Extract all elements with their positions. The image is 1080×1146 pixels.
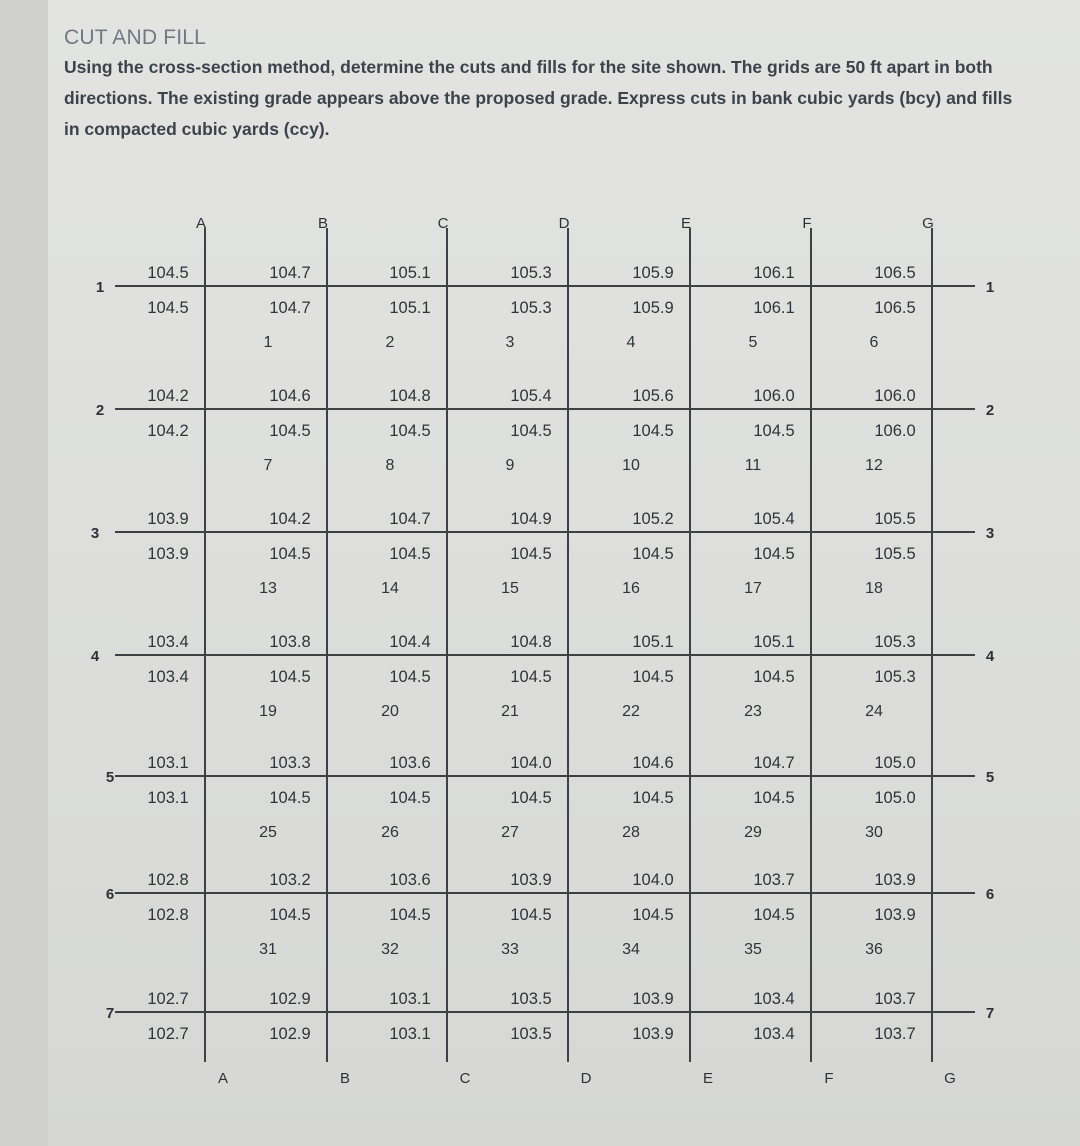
- column-label-bottom-B: B: [339, 1070, 351, 1087]
- proposed-elevation: 104.5: [753, 545, 795, 563]
- block-number: 36: [865, 941, 883, 958]
- existing-elevation: 103.6: [389, 754, 431, 772]
- existing-elevation: 103.8: [269, 633, 311, 651]
- existing-elevation: 105.2: [632, 510, 674, 528]
- existing-elevation: 104.5: [147, 264, 189, 282]
- proposed-elevation: 106.1: [753, 299, 795, 317]
- section-heading: CUT AND FILL: [64, 26, 207, 49]
- proposed-elevation: 104.5: [269, 906, 311, 924]
- existing-elevation: 105.5: [874, 510, 916, 528]
- proposed-elevation: 102.9: [269, 1025, 311, 1043]
- proposed-elevation: 104.5: [269, 545, 311, 563]
- block-number: 9: [505, 457, 515, 474]
- proposed-elevation: 103.1: [147, 789, 189, 807]
- existing-elevation: 103.9: [510, 871, 552, 889]
- proposed-elevation: 104.7: [269, 299, 311, 317]
- proposed-elevation: 102.8: [147, 906, 189, 924]
- existing-elevation: 104.4: [389, 633, 431, 651]
- existing-elevation: 103.1: [147, 754, 189, 772]
- existing-elevation: 106.0: [874, 387, 916, 405]
- existing-elevation: 106.0: [753, 387, 795, 405]
- existing-elevation: 103.4: [753, 990, 795, 1008]
- block-number: 2: [385, 334, 395, 351]
- block-number: 18: [865, 580, 883, 597]
- existing-elevation: 104.7: [269, 264, 311, 282]
- block-number: 31: [259, 941, 277, 958]
- block-number: 7: [263, 457, 273, 474]
- proposed-elevation: 104.5: [269, 668, 311, 686]
- proposed-elevation: 104.5: [147, 299, 189, 317]
- proposed-elevation: 104.5: [389, 668, 431, 686]
- row-label-right-2: 2: [985, 402, 995, 419]
- row-label-right-1: 1: [985, 279, 995, 296]
- existing-elevation: 105.1: [753, 633, 795, 651]
- proposed-elevation: 104.5: [753, 789, 795, 807]
- column-label-top-G: G: [922, 215, 934, 232]
- problem-instructions: Using the cross-section method, determine the cuts and fills for the site shown. The grids are 50 ft apart in both directions. The existing grade appears above the proposed grade. Express cuts in bank cubic yards (bcy) and fills in compacted cubic yards (ccy).: [64, 57, 1013, 139]
- block-number: 24: [865, 703, 883, 720]
- block-number: 17: [744, 580, 762, 597]
- existing-elevation: 106.5: [874, 264, 916, 282]
- row-label-right-4: 4: [985, 648, 995, 665]
- proposed-elevation: 104.5: [389, 906, 431, 924]
- column-label-top-C: C: [437, 215, 449, 232]
- existing-elevation: 102.9: [269, 990, 311, 1008]
- block-number: 25: [259, 824, 277, 841]
- existing-elevation: 104.2: [147, 387, 189, 405]
- column-label-top-E: E: [680, 215, 692, 232]
- column-label-top-A: A: [195, 215, 207, 232]
- block-number: 5: [748, 334, 758, 351]
- block-number: 8: [385, 457, 395, 474]
- proposed-elevation: 103.9: [147, 545, 189, 563]
- existing-elevation: 105.0: [874, 754, 916, 772]
- existing-elevation: 103.9: [147, 510, 189, 528]
- block-number: 14: [381, 580, 399, 597]
- block-number: 35: [744, 941, 762, 958]
- existing-elevation: 103.4: [147, 633, 189, 651]
- existing-elevation: 104.7: [389, 510, 431, 528]
- proposed-elevation: 104.5: [632, 668, 674, 686]
- block-number: 6: [869, 334, 879, 351]
- proposed-elevation: 104.5: [510, 422, 552, 440]
- block-number: 13: [259, 580, 277, 597]
- existing-elevation: 104.7: [753, 754, 795, 772]
- proposed-elevation: 103.1: [389, 1025, 431, 1043]
- block-number: 34: [622, 941, 640, 958]
- row-label-left-2: 2: [95, 402, 105, 419]
- proposed-elevation: 104.5: [269, 422, 311, 440]
- block-number: 3: [505, 334, 515, 351]
- proposed-elevation: 104.5: [632, 422, 674, 440]
- block-number: 12: [865, 457, 883, 474]
- existing-elevation: 106.1: [753, 264, 795, 282]
- proposed-elevation: 103.9: [632, 1025, 674, 1043]
- proposed-elevation: 104.5: [510, 668, 552, 686]
- existing-elevation: 103.9: [874, 871, 916, 889]
- proposed-elevation: 104.5: [632, 789, 674, 807]
- row-label-left-4: 4: [90, 648, 100, 665]
- block-number: 4: [626, 334, 636, 351]
- column-label-bottom-E: E: [702, 1070, 714, 1087]
- existing-elevation: 105.1: [632, 633, 674, 651]
- column-label-bottom-G: G: [944, 1070, 956, 1087]
- proposed-elevation: 104.5: [753, 668, 795, 686]
- existing-elevation: 102.8: [147, 871, 189, 889]
- block-number: 1: [263, 334, 273, 351]
- block-number: 28: [622, 824, 640, 841]
- existing-elevation: 103.5: [510, 990, 552, 1008]
- proposed-elevation: 104.5: [510, 789, 552, 807]
- block-number: 33: [501, 941, 519, 958]
- proposed-elevation: 104.5: [510, 906, 552, 924]
- block-number: 30: [865, 824, 883, 841]
- existing-elevation: 102.7: [147, 990, 189, 1008]
- block-number: 20: [381, 703, 399, 720]
- existing-elevation: 103.7: [753, 871, 795, 889]
- row-label-left-1: 1: [95, 279, 105, 296]
- proposed-elevation: 104.5: [389, 789, 431, 807]
- proposed-elevation: 106.5: [874, 299, 916, 317]
- existing-elevation: 104.9: [510, 510, 552, 528]
- column-label-top-D: D: [558, 215, 570, 232]
- existing-elevation: 105.3: [510, 264, 552, 282]
- row-label-left-5: 5: [105, 769, 115, 786]
- proposed-elevation: 104.5: [389, 545, 431, 563]
- existing-elevation: 104.8: [510, 633, 552, 651]
- row-label-right-6: 6: [985, 886, 995, 903]
- block-number: 11: [744, 457, 762, 474]
- existing-elevation: 103.2: [269, 871, 311, 889]
- block-number: 26: [381, 824, 399, 841]
- existing-elevation: 104.6: [269, 387, 311, 405]
- existing-elevation: 104.0: [632, 871, 674, 889]
- row-label-left-6: 6: [105, 886, 115, 903]
- proposed-elevation: 104.5: [510, 545, 552, 563]
- existing-elevation: 103.3: [269, 754, 311, 772]
- existing-elevation: 104.6: [632, 754, 674, 772]
- existing-elevation: 103.1: [389, 990, 431, 1008]
- existing-elevation: 104.8: [389, 387, 431, 405]
- block-number: 32: [381, 941, 399, 958]
- block-number: 23: [744, 703, 762, 720]
- block-number: 22: [622, 703, 640, 720]
- proposed-elevation: 105.3: [874, 668, 916, 686]
- existing-elevation: 103.7: [874, 990, 916, 1008]
- existing-elevation: 105.9: [632, 264, 674, 282]
- column-label-top-F: F: [802, 215, 812, 232]
- existing-elevation: 105.4: [753, 510, 795, 528]
- row-label-left-7: 7: [105, 1005, 115, 1022]
- proposed-elevation: 106.0: [874, 422, 916, 440]
- existing-elevation: 105.6: [632, 387, 674, 405]
- column-label-bottom-A: A: [217, 1070, 229, 1087]
- proposed-elevation: 104.5: [632, 906, 674, 924]
- block-number: 15: [501, 580, 519, 597]
- existing-elevation: 105.3: [874, 633, 916, 651]
- column-label-bottom-C: C: [459, 1070, 471, 1087]
- existing-elevation: 103.9: [632, 990, 674, 1008]
- proposed-elevation: 104.5: [632, 545, 674, 563]
- proposed-elevation: 103.7: [874, 1025, 916, 1043]
- existing-elevation: 104.2: [269, 510, 311, 528]
- row-label-right-7: 7: [985, 1005, 995, 1022]
- block-number: 21: [501, 703, 519, 720]
- block-number: 10: [622, 457, 640, 474]
- existing-elevation: 104.0: [510, 754, 552, 772]
- proposed-elevation: 103.9: [874, 906, 916, 924]
- row-label-left-3: 3: [90, 525, 100, 542]
- row-label-right-5: 5: [985, 769, 995, 786]
- proposed-elevation: 104.5: [389, 422, 431, 440]
- proposed-elevation: 105.9: [632, 299, 674, 317]
- block-number: 16: [622, 580, 640, 597]
- proposed-elevation: 104.2: [147, 422, 189, 440]
- row-label-right-3: 3: [985, 525, 995, 542]
- proposed-elevation: 105.1: [389, 299, 431, 317]
- proposed-elevation: 104.5: [269, 789, 311, 807]
- column-label-bottom-D: D: [580, 1070, 592, 1087]
- proposed-elevation: 104.5: [753, 906, 795, 924]
- block-number: 19: [259, 703, 277, 720]
- existing-elevation: 105.1: [389, 264, 431, 282]
- existing-elevation: 105.4: [510, 387, 552, 405]
- column-label-bottom-F: F: [824, 1070, 834, 1087]
- block-number: 29: [744, 824, 762, 841]
- proposed-elevation: 105.3: [510, 299, 552, 317]
- proposed-elevation: 103.5: [510, 1025, 552, 1043]
- proposed-elevation: 103.4: [147, 668, 189, 686]
- proposed-elevation: 105.0: [874, 789, 916, 807]
- block-number: 27: [501, 824, 519, 841]
- proposed-elevation: 104.5: [753, 422, 795, 440]
- proposed-elevation: 102.7: [147, 1025, 189, 1043]
- existing-elevation: 103.6: [389, 871, 431, 889]
- proposed-elevation: 105.5: [874, 545, 916, 563]
- column-label-top-B: B: [317, 215, 329, 232]
- proposed-elevation: 103.4: [753, 1025, 795, 1043]
